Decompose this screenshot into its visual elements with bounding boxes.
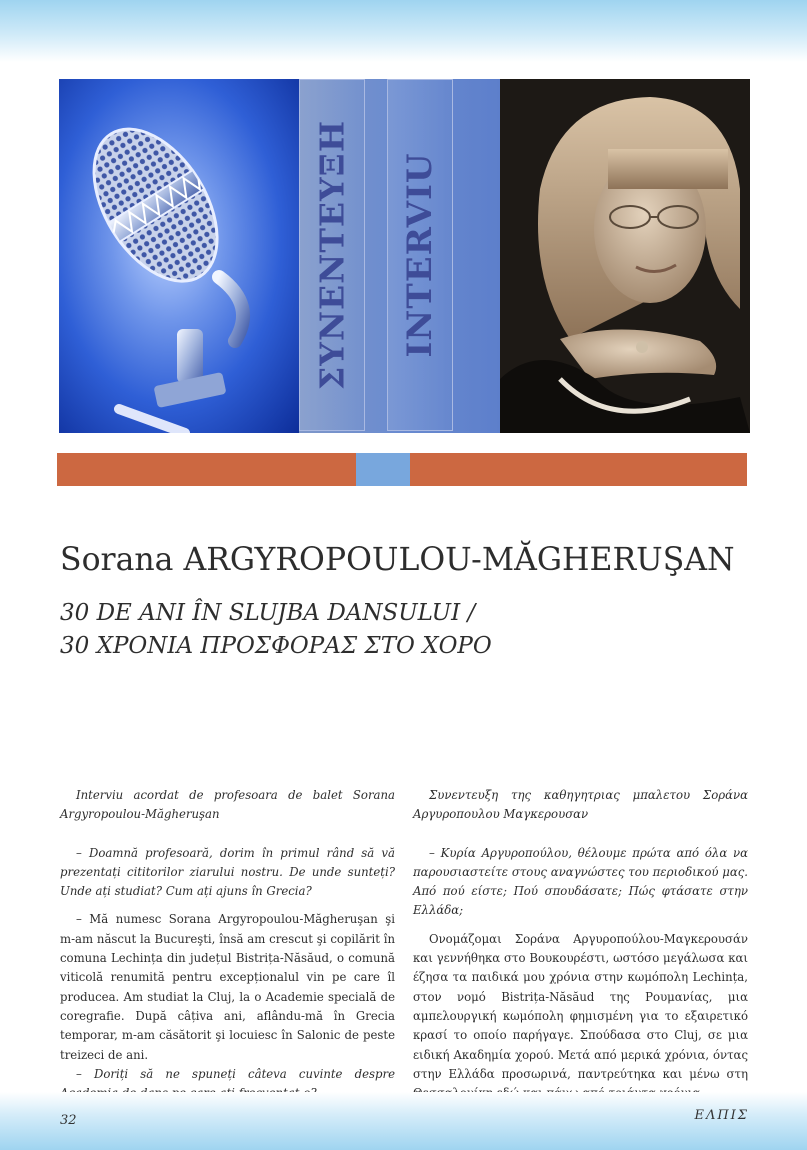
greek-interview-label: ΣΥΝΕΝΤΕΥΞΗ — [312, 119, 352, 391]
question-paragraph: – Doamnă profesoară, dorim în primul rând să vă prezentați cititorilor ziarului nostru. De unde sunteți? Unde ați studiat? Cum ați ajuns în Grecia? — [60, 845, 395, 899]
greek-label-column — [299, 79, 365, 431]
journal-name: ΕΛΠΙΣ — [694, 1108, 749, 1123]
article-title: Sorana ARGYROPOULOU-MĂGHERUŞAN — [60, 542, 735, 578]
romanian-label-column — [387, 79, 453, 431]
microphone-icon — [59, 79, 301, 433]
portrait-photo — [500, 79, 750, 433]
intro-paragraph: Interviu acordat de profesoara de balet Sorana Argyropoulou-Măgheruşan — [60, 788, 395, 822]
greek-column — [413, 786, 748, 1103]
answer-paragraph: Ονομάζομαι Σοράνα Αργυροπούλου-Μαγκερουσάν και γεννήθηκα στο Βουκουρέστι, ωστόσο μεγάλωσα και έζησα τα παιδικά μου χρόνια στην κωμόπολη Lechința, στον νομό Bistrița-Năsăud της Ρουμανίας, μια αμπελουργική κωμόπολη φημισμένη για το εξαιρετικό κρασί το οποίο παρήγαγε. Σπούδασα στο Cluj, σε μια ειδική Ακαδημία χορού. Μετά από μερικά χρόνια, όντας στην Ελλάδα προσωρινά, παντρεύτηκα και μένω στη — [413, 931, 748, 1081]
interview-label-band — [299, 79, 500, 433]
subtitle-line-romanian: 30 DE ANI ÎN SLUJBA DANSULUI / — [60, 600, 476, 626]
romanian-column — [60, 786, 395, 1103]
divider-orange-left — [57, 453, 356, 486]
question-paragraph: – Κυρία Αργυροπούλου, θέλουμε πρώτα από όλα να παρουσιαστείτε στους αναγνώστες του περιοδικού μας. Από πού είστε; Πού σπουδάσατε; Πώς φτάσατε στην Ελλάδα; — [413, 845, 748, 918]
top-gradient-band — [0, 0, 807, 62]
answer-paragraph: – Mă numesc Sorana Argyropoulou-Măgheruşan şi m-am născut la Bucureşti, însă am crescut şi copilărit în comuna Lechința din județul Bistrița-Năsăud, o comună viticolă renumită pentru excepționalul vin pe care îl producea. Am studiat la Cluj, la o Academie specială de coregrafie. După câțiva ani, aflându-mă în Grecia temporar, m-am căsătorit şi locuiesc în Salonic de peste treizeci de ani. — [60, 912, 395, 1062]
romanian-interview-label: INTERVIU — [400, 152, 440, 358]
divider-orange-right — [410, 453, 747, 486]
section-divider — [57, 453, 747, 486]
intro-paragraph: Συνεντευξη της καθηγητριας μπαλετου Σοράνα Αργυροπουλου Μαγκερουσαν — [413, 788, 748, 822]
hero-image — [59, 79, 750, 433]
bottom-gradient-band — [0, 1092, 807, 1150]
portrait-icon — [500, 79, 750, 433]
article-subtitle — [60, 597, 760, 663]
page-number: 32 — [60, 1113, 77, 1128]
subtitle-line-greek: 30 ΧΡΟΝΙΑ ΠΡΟΣΦΟΡΑΣ ΣΤΟ ΧΟΡΟ — [60, 633, 492, 659]
microphone-illustration — [59, 79, 301, 433]
divider-blue-center — [356, 453, 410, 486]
question-paragraph: – Doriți să ne spuneți câteva cuvinte despre — [76, 1066, 395, 1081]
